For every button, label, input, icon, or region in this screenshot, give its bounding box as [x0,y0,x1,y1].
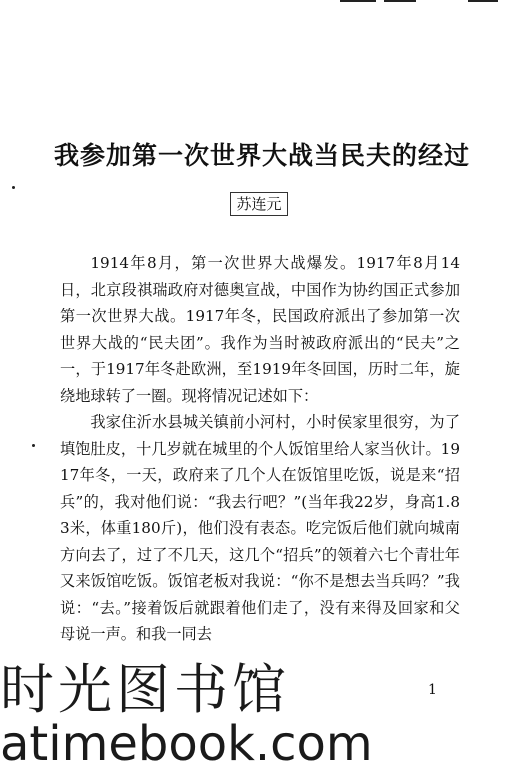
paragraph: 1914年8月，第一次世界大战爆发。1917年8月14日，北京段祺瑞政府对德奥宣战，中国作为协约国正式参加第一次世界大战。1917年冬，民国政府派出了参加第一次世界大战的“民夫团”。我作为当时被政府派出的“民夫”之一，于1917年冬赴欧洲，至1919年冬回国，历时二年，旋绕地球转了一圈。现将情况记述如下： [60,254,460,405]
scan-speck [32,444,35,447]
author-name: 苏连元 [230,192,288,216]
page-title: 我参加第一次世界大战当民夫的经过 [53,141,470,170]
top-rule-left [340,0,376,2]
paragraph: 我家住沂水县城关镇前小河村，小时侯家里很穷，为了填饱肚皮，十几岁就在城里的个人饭馆里给人家当伙计。1917年冬，一天，政府来了几个人在饭馆里吃饭，说是来“招兵”的，我对他们说：“我去行吧？”(当年我22岁，身高1.83米，体重180斤)，他们没有表态。吃完饭后他们就向城南方向去了，过了不几天，这几个“招兵”的领着六七个青壮年又来饭馆吃饭。饭馆老板对我说：“你不是想去当兵吗？”我说：“去。”接着饭后就跟着他们走了，没有来得及回家和父母说一声。和我一同去 [60,413,460,643]
scan-speck [12,186,15,189]
top-rule-right [384,0,416,2]
top-rule-edge [468,0,498,2]
article-body [60,250,460,648]
page-number: 1 [428,682,437,698]
watermark-url: atimebook.com [0,716,373,772]
watermark-chinese: 时光图书馆 [0,658,290,721]
